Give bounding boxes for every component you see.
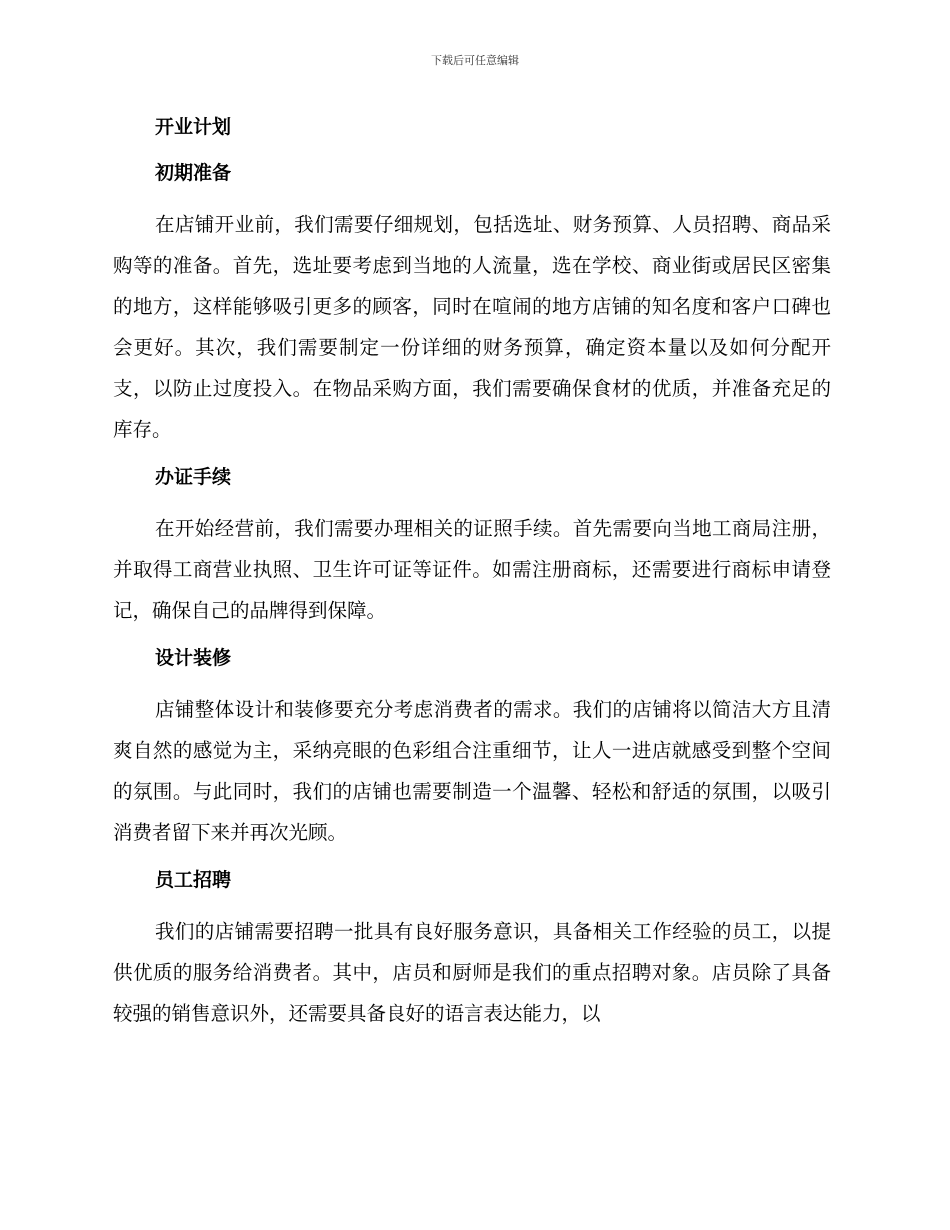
section-heading-design: 设计装修: [155, 647, 232, 669]
section-paragraph-design: 店铺整体设计和装修要充分考虑消费者的需求。我们的店铺将以简洁大方且清爽自然的感觉为主，采纳亮眼的色彩组合注重细节，让人一进店就感受到整个空间的氛围。与此同时，我们的店铺也需要制造一个温馨、轻松和舒适的氛围，以吸引消费者留下来并再次光顾。: [113, 698, 831, 844]
section-paragraph-recruitment: 我们的店铺需要招聘一批具有良好服务意识，具备相关工作经验的员工，以提供优质的服务给消费者。其中，店员和厨师是我们的重点招聘对象。店员除了具备较强的销售意识外，还需要具备良好的语言表达能力，以: [113, 920, 831, 1025]
document-title: 开业计划: [155, 116, 232, 138]
section-paragraph-licensing: 在开始经营前，我们需要办理相关的证照手续。首先需要向当地工商局注册，并取得工商营业执照、卫生许可证等证件。如需注册商标，还需要进行商标申请登记，确保自己的品牌得到保障。: [113, 517, 831, 622]
section-paragraph-preparation: 在店铺开业前，我们需要仔细规划，包括选址、财务预算、人员招聘、商品采购等的准备。首先，选址要考虑到当地的人流量，选在学校、商业街或居民区密集的地方，这样能够吸引更多的顾客，同时在喧闹的地方店铺的知名度和客户口碑也会更好。其次，我们需要制定一份详细的财务预算，确定资本量以及如何分配开支，以防止过度投入。在物品采购方面，我们需要确保食材的优质，并准备充足的库存。: [113, 213, 831, 441]
section-heading-licensing: 办证手续: [155, 466, 232, 488]
page-header: 下载后可任意编辑: [431, 54, 519, 67]
section-heading-recruitment: 员工招聘: [155, 869, 232, 891]
document-body: [113, 110, 831, 1034]
section-heading-preparation: 初期准备: [155, 162, 232, 184]
